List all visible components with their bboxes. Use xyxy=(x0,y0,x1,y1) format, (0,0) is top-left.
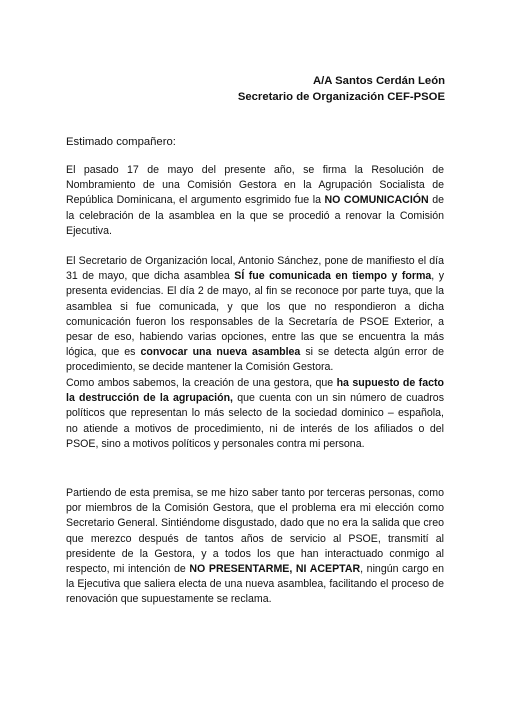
recipient-name: A/A Santos Cerdán León xyxy=(312,75,445,87)
emphasis-text: convocar una nueva asamblea xyxy=(140,346,301,359)
paragraph-text: , ningún cargo en la Ejecutiva que saliera electa de una nueva asamblea, facilitando el proceso de renovación que supuestamente se reclama. xyxy=(66,563,444,606)
salutation: Estimado compañero: xyxy=(66,136,176,148)
paragraph-text: Partiendo de esta premisa, se me hizo saber tanto por terceras personas, como por miembros de la Comisión Gestora, que el problema era mi elección como Secretario General. Sintiéndome disgustado, dado que no era la salida que creo que merezco después de tantos años de servicio al PSOE, transmití al presidente de la Gestora, y a todos los que han interactuado conmigo al respecto, mi intención de xyxy=(66,487,444,576)
paragraph-text: , y presenta evidencias. El día 2 de mayo, al fin se reconoce por parte tuya, que la asamblea si fue comunicada, y que los que no respondieron a dicha comunicación fueron los responsables de la Secretaría de PSOE Exterior, a pesar de eso, habiendo varias opciones, entre las que se encuentra la más lógica, que es xyxy=(66,270,445,359)
paragraph-4 xyxy=(66,486,444,608)
paragraph-1 xyxy=(66,163,444,239)
paragraph-text: El Secretario de Organización local, Antonio Sánchez, pone de manifiesto el día 31 de mayo, que dicha asamblea xyxy=(66,255,444,283)
emphasis-text: NO COMUNICACIÓN xyxy=(324,194,429,207)
emphasis-text: NO PRESENTARME, NI ACEPTAR xyxy=(189,563,361,576)
recipient-title: Secretario de Organización CEF-PSOE xyxy=(237,91,445,103)
paragraph-2 xyxy=(66,254,444,376)
paragraph-text: que cuenta con un sin número de cuadros políticos que representan lo más selecto de la sociedad dominico – española, no atiende a motivos de procedimiento, ni de interés de los afiliados o del PSOE, sino a motivos políticos y personales contra mi persona. xyxy=(66,392,444,450)
paragraph-text: El pasado 17 de mayo del presente año, se firma la Resolución de Nombramiento de una Comisión Gestora en la Agrupación Socialista de República Dominicana, el argumento esgrimido fue la xyxy=(66,164,444,207)
recipient-block xyxy=(238,73,445,105)
paragraph-3 xyxy=(66,376,444,452)
paragraph-text: Como ambos sabemos, la creación de una gestora, que xyxy=(66,377,337,389)
emphasis-text: ha supuesto de facto la destrucción de la agrupación, xyxy=(66,377,444,405)
paragraph-text: si se detecta algún error de procedimiento, se decide mantener la Comisión Gestora. xyxy=(66,346,444,374)
paragraph-text: de la celebración de la asamblea en la que se procedió a renovar la Comisión Ejecutiva. xyxy=(66,194,444,237)
emphasis-text: SÍ fue comunicada en tiempo y forma xyxy=(234,270,432,283)
